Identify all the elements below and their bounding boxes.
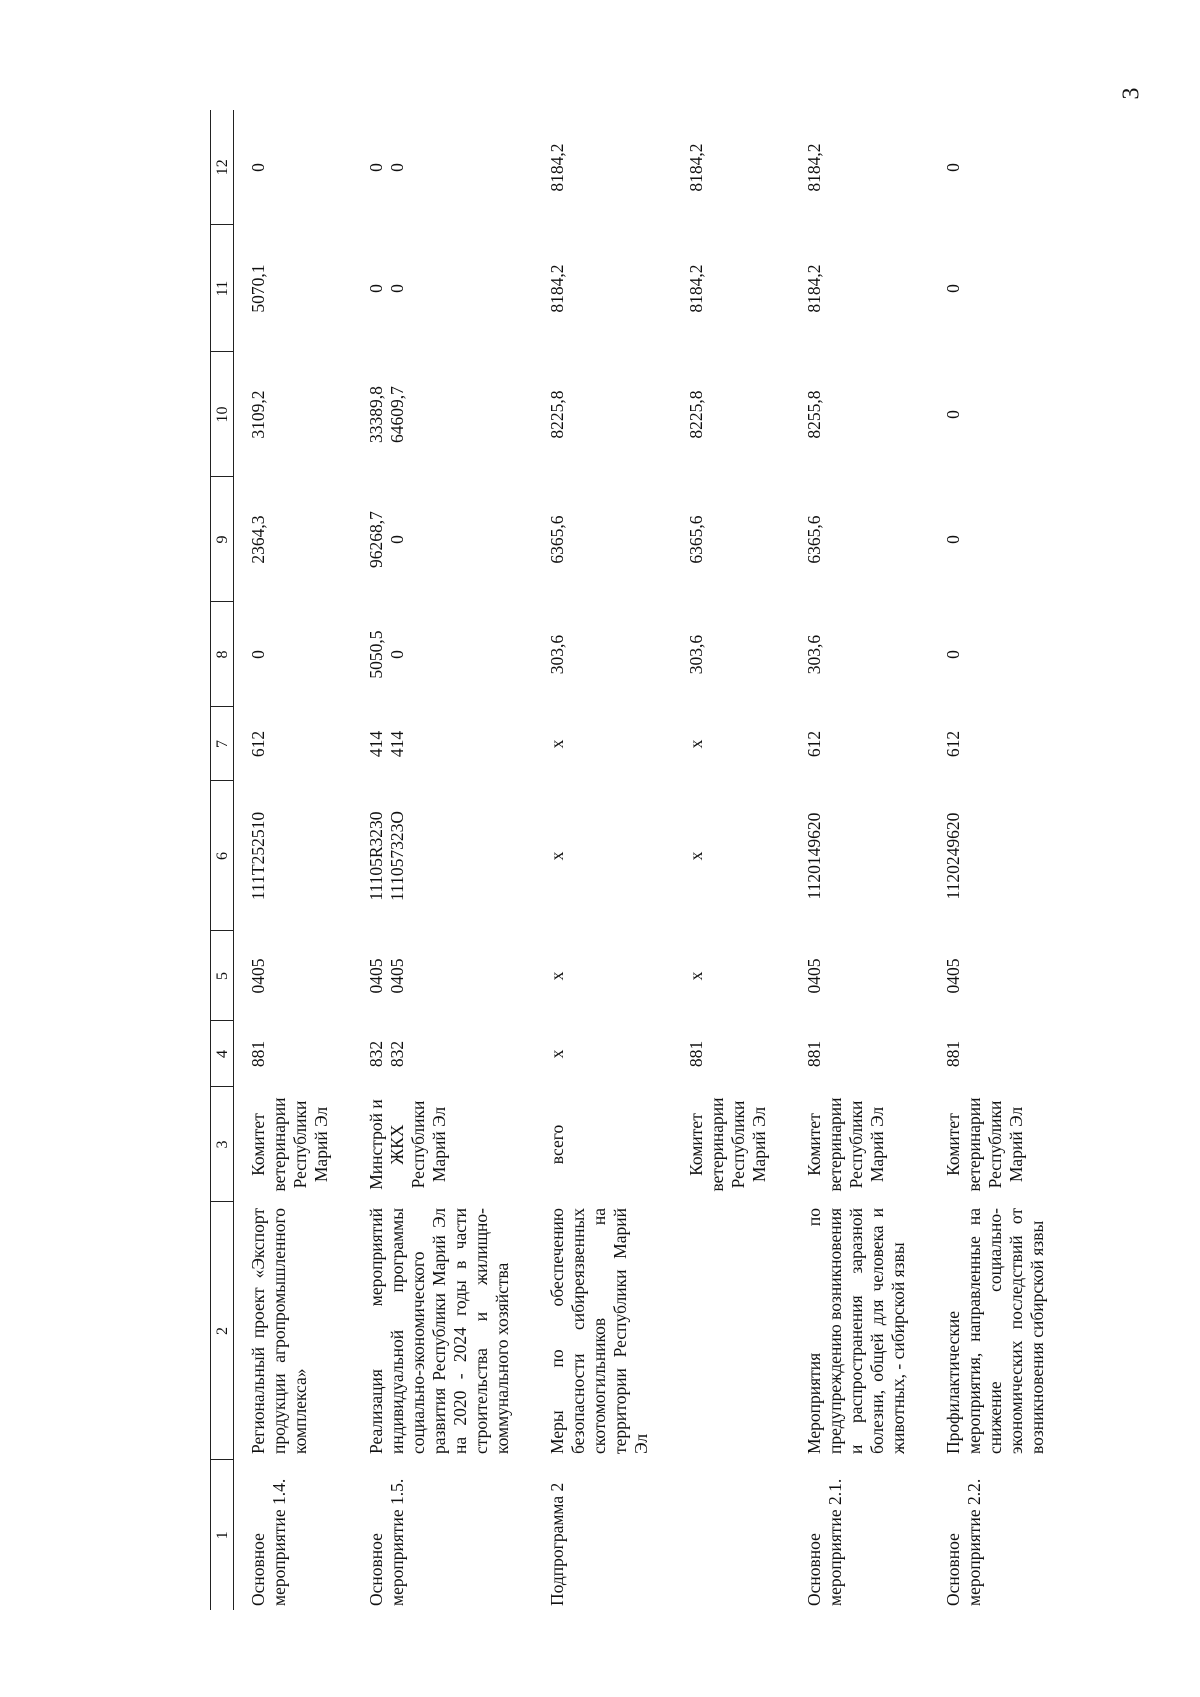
cell-value: 612 — [943, 730, 963, 758]
cell-value: 832 — [366, 1040, 386, 1068]
cell-c11 — [790, 225, 929, 352]
cell-c8 — [790, 602, 929, 707]
cell-c9 — [672, 477, 790, 602]
cell-value: 0 — [943, 163, 963, 172]
cell-c9 — [790, 477, 929, 602]
cell-value: 0 — [248, 163, 268, 172]
column-header-6: 6 — [211, 781, 234, 931]
cell-c6 — [672, 781, 790, 931]
cell-c8 — [929, 602, 1068, 707]
cell-c7 — [790, 707, 929, 781]
column-header-2: 2 — [211, 1202, 234, 1460]
cell-c3: всего — [547, 1124, 567, 1165]
cell-value: 8184,2 — [686, 143, 706, 192]
cell-value: 0 — [366, 284, 386, 293]
cell-c11 — [929, 225, 1068, 352]
cell-value: 6365,6 — [547, 515, 567, 564]
cell-c4 — [672, 1021, 790, 1087]
cell-c2 — [672, 1202, 790, 1460]
cell-value: x — [547, 1049, 567, 1059]
table-row — [929, 110, 1068, 1610]
cell-c2: Мероприятия по предупреждению возникновения и распространения заразной болезни, общей для человека и животных, - сибирской язвы — [804, 1208, 908, 1454]
cell-c12 — [790, 110, 929, 225]
cell-value: 0 — [387, 535, 407, 544]
table-body — [234, 110, 1069, 1610]
cell-value: 0405 — [943, 958, 963, 994]
cell-value: x — [686, 739, 706, 749]
cell-value: 0 — [248, 650, 268, 659]
cell-c5 — [672, 931, 790, 1021]
cell-c5 — [533, 931, 672, 1021]
cell-value: x — [686, 851, 706, 861]
cell-value: 2364,3 — [248, 515, 268, 564]
cell-c7 — [533, 707, 672, 781]
cell-c10 — [790, 352, 929, 477]
cell-c6 — [929, 781, 1068, 931]
cell-c5 — [352, 931, 533, 1021]
cell-c10 — [234, 352, 353, 477]
cell-c11 — [672, 225, 790, 352]
table-row — [234, 110, 353, 1610]
cell-value: 881 — [686, 1040, 706, 1068]
cell-value: 303,6 — [686, 634, 706, 675]
cell-value: 8184,2 — [804, 143, 824, 192]
cell-value: 33389,8 — [366, 386, 386, 443]
cell-value: 5050,5 — [366, 630, 386, 679]
column-header-12: 12 — [211, 110, 234, 225]
cell-c4 — [533, 1021, 672, 1087]
cell-c9 — [234, 477, 353, 602]
cell-value: 414 — [387, 730, 407, 758]
cell-value: 64609,7 — [387, 386, 407, 443]
cell-value: 881 — [804, 1040, 824, 1068]
cell-value: 0 — [943, 650, 963, 659]
table-row — [672, 110, 790, 1610]
cell-value: 881 — [943, 1040, 963, 1068]
cell-c10 — [533, 352, 672, 477]
cell-c5 — [929, 931, 1068, 1021]
cell-c6 — [234, 781, 353, 931]
cell-value: 8184,2 — [804, 264, 824, 313]
cell-c6 — [352, 781, 533, 931]
table-row — [790, 110, 929, 1610]
cell-value: x — [547, 971, 567, 981]
cell-c3: Комитет ветеринарии Республики Марий Эл — [248, 1097, 331, 1192]
cell-c12 — [672, 110, 790, 225]
cell-value: 8255,8 — [804, 390, 824, 439]
cell-c3: Комитет ветеринарии Республики Марий Эл — [943, 1097, 1026, 1192]
cell-c4 — [234, 1021, 353, 1087]
program-table — [210, 110, 1068, 1610]
cell-c12 — [234, 110, 353, 225]
cell-c8 — [234, 602, 353, 707]
table-row — [352, 110, 533, 1610]
cell-c2: Реализация мероприятий индивидуальной программы социально-экономического развития Республики Марий Эл на 2020 - 2024 годы в части строительства и жилищно-коммунального хозяйства — [366, 1208, 512, 1454]
cell-value: 5070,1 — [248, 264, 268, 313]
cell-value: 111T252510 — [248, 811, 268, 901]
cell-value: 96268,7 — [366, 511, 386, 568]
cell-value: 0 — [943, 410, 963, 419]
cell-c11 — [352, 225, 533, 352]
cell-c7 — [672, 707, 790, 781]
cell-c7 — [929, 707, 1068, 781]
column-header-1: 1 — [211, 1460, 234, 1610]
cell-c4 — [352, 1021, 533, 1087]
column-header-7: 7 — [211, 707, 234, 781]
cell-value: 8225,8 — [547, 390, 567, 439]
cell-value: 0 — [387, 284, 407, 293]
cell-c10 — [929, 352, 1068, 477]
cell-c2: Региональный проект «Экспорт продукции агропромышленного комплекса» — [248, 1208, 310, 1454]
table-row — [533, 110, 672, 1610]
cell-c7 — [234, 707, 353, 781]
cell-value: 3109,2 — [248, 390, 268, 439]
cell-c4 — [790, 1021, 929, 1087]
cell-value: 0 — [387, 163, 407, 172]
cell-value: x — [547, 851, 567, 861]
cell-value: 111057323O — [387, 810, 407, 902]
cell-value: 11105R3230 — [366, 811, 386, 901]
cell-value: 8225,8 — [686, 390, 706, 439]
cell-value: 8184,2 — [547, 264, 567, 313]
cell-c1 — [672, 1460, 790, 1610]
cell-c6 — [790, 781, 929, 931]
cell-c8 — [352, 602, 533, 707]
cell-c1: Основное мероприятие 2.2. — [943, 1478, 984, 1606]
column-header-3: 3 — [211, 1087, 234, 1202]
cell-c12 — [352, 110, 533, 225]
cell-c5 — [234, 931, 353, 1021]
cell-value: 6365,6 — [804, 515, 824, 564]
column-header-10: 10 — [211, 352, 234, 477]
cell-c1: Основное мероприятие 1.4. — [248, 1478, 289, 1606]
column-header-5: 5 — [211, 931, 234, 1021]
cell-c8 — [672, 602, 790, 707]
cell-value: x — [547, 739, 567, 749]
cell-c10 — [352, 352, 533, 477]
column-header-9: 9 — [211, 477, 234, 602]
cell-value: x — [686, 971, 706, 981]
cell-value: 0 — [387, 650, 407, 659]
rotated-table-container — [210, 110, 1047, 1610]
cell-c7 — [352, 707, 533, 781]
cell-value: 1120149620 — [804, 812, 824, 900]
cell-c12 — [533, 110, 672, 225]
cell-c3: Комитет ветеринарии Республики Марий Эл — [686, 1097, 769, 1192]
cell-value: 6365,6 — [686, 515, 706, 564]
column-header-8: 8 — [211, 602, 234, 707]
cell-c9 — [352, 477, 533, 602]
cell-c10 — [672, 352, 790, 477]
cell-c5 — [790, 931, 929, 1021]
cell-value: 832 — [387, 1040, 407, 1068]
cell-c11 — [234, 225, 353, 352]
cell-c2: Меры по обеспечению безопасности сибиреязвенных скотомогильников на территории Республики Марий Эл — [547, 1208, 651, 1454]
cell-value: 0405 — [387, 958, 407, 994]
cell-value: 0 — [943, 284, 963, 293]
cell-value: 8184,2 — [686, 264, 706, 313]
column-header-11: 11 — [211, 225, 234, 352]
cell-value: 612 — [248, 730, 268, 758]
cell-value: 303,6 — [547, 634, 567, 675]
cell-c3: Минстрой и ЖКХ Республики Марий Эл — [366, 1099, 449, 1190]
cell-value: 612 — [804, 730, 824, 758]
column-number-row — [211, 110, 234, 1610]
cell-c2: Профилактические мероприятия, направленные на снижение социально-экономических последствий от возникновения сибирской язвы — [943, 1208, 1047, 1454]
page-number: 3 — [1118, 87, 1145, 100]
cell-c6 — [533, 781, 672, 931]
cell-c12 — [929, 110, 1068, 225]
cell-c1: Подпрограмма 2 — [547, 1482, 567, 1606]
cell-value: 414 — [366, 730, 386, 758]
cell-value: 0405 — [804, 958, 824, 994]
cell-c1: Основное мероприятие 2.1. — [804, 1478, 845, 1606]
cell-value: 0 — [943, 535, 963, 544]
cell-c9 — [929, 477, 1068, 602]
cell-c8 — [533, 602, 672, 707]
cell-c3: Комитет ветеринарии Республики Марий Эл — [804, 1097, 887, 1192]
cell-value: 0405 — [248, 958, 268, 994]
cell-value: 0405 — [366, 958, 386, 994]
column-header-4: 4 — [211, 1021, 234, 1087]
cell-value: 303,6 — [804, 634, 824, 675]
cell-value: 1120249620 — [943, 812, 963, 900]
table-header — [211, 110, 234, 1610]
cell-value: 8184,2 — [547, 143, 567, 192]
cell-value: 881 — [248, 1040, 268, 1068]
cell-c9 — [533, 477, 672, 602]
cell-c11 — [533, 225, 672, 352]
cell-value: 0 — [366, 163, 386, 172]
cell-c1: Основное мероприятие 1.5. — [366, 1478, 407, 1606]
cell-c4 — [929, 1021, 1068, 1087]
